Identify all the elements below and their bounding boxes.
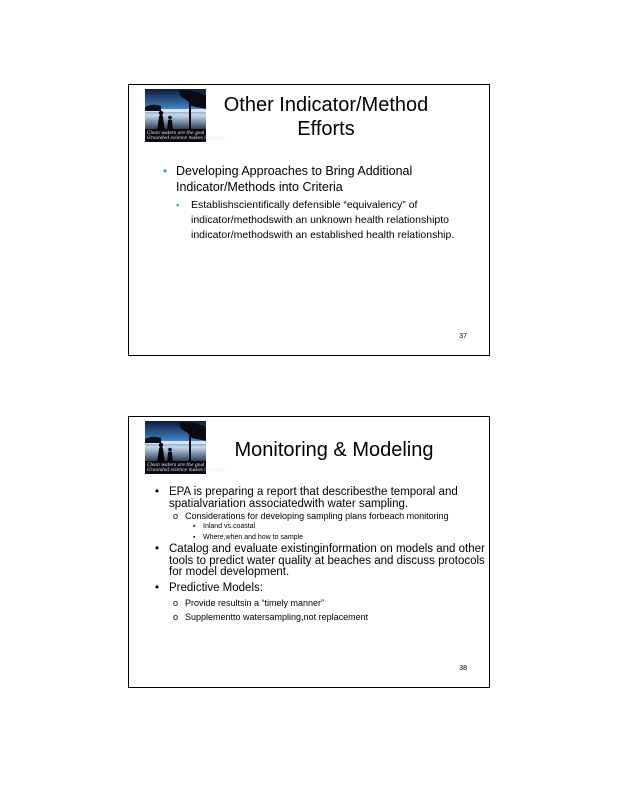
sub-sub-bullet-item bbox=[155, 521, 485, 532]
sub-bullet-item bbox=[163, 198, 483, 243]
bullet-icon: • bbox=[155, 486, 160, 498]
slide-38 bbox=[128, 416, 490, 688]
page-number: 38 bbox=[459, 665, 467, 672]
sub-bullet-icon: o bbox=[173, 511, 179, 521]
bullet-text: Developing Approaches to Bring Additional Indicator/Methods into Criteria bbox=[176, 164, 413, 194]
slide-title: Monitoring & Modeling bbox=[234, 439, 434, 461]
bullet-icon: • bbox=[163, 164, 168, 178]
bullet-icon: • bbox=[155, 581, 160, 594]
page-number: 37 bbox=[459, 333, 467, 340]
bullet-text: Catalog and evaluate existinginformation on models and other tools to predict water quality at beaches and discuss protocols for model development. bbox=[169, 543, 485, 578]
bullet-item bbox=[155, 487, 485, 510]
sub-bullet-text: Establishscientifically defensible “equivalency” of indicator/methodswith an unknown health relationshipto indicator/methodswith an established health relationship. bbox=[191, 199, 455, 241]
sub-bullet-item bbox=[155, 511, 485, 521]
slide-body bbox=[155, 487, 485, 622]
small-bullet-icon: ▪ bbox=[193, 523, 196, 530]
logo-caption-line1: Clean waters are the goal bbox=[147, 463, 205, 468]
sub-sub-bullet-text: Inland vs.coastal bbox=[203, 523, 256, 530]
logo-caption bbox=[147, 463, 226, 473]
sub-sub-bullet-item bbox=[155, 532, 485, 543]
logo-caption-line1: Clean waters are the goal bbox=[147, 131, 205, 136]
bullet-item bbox=[163, 163, 483, 195]
bullet-item bbox=[155, 544, 485, 579]
sub-bullet-text: Provide resultsin a “timely manner” bbox=[185, 598, 325, 608]
slide-title-line1: Other Indicator/Method bbox=[223, 94, 429, 116]
sub-bullet-text: Considerations for developing sampling plans forbeach monitoring bbox=[185, 511, 449, 521]
sub-bullet-icon: o bbox=[173, 598, 179, 608]
sub-bullet-item bbox=[155, 598, 485, 608]
logo-caption-line2: Grounded science makes it happen bbox=[147, 468, 226, 473]
logo-caption bbox=[147, 131, 226, 141]
logo-image bbox=[145, 89, 226, 142]
sub-bullet-icon: ▪ bbox=[176, 200, 180, 210]
bullet-item bbox=[155, 583, 485, 595]
small-bullet-icon: ▪ bbox=[193, 534, 196, 541]
logo-image bbox=[145, 421, 226, 474]
bullet-text: Predictive Models: bbox=[169, 581, 263, 594]
sub-bullet-text: Supplementto watersampling,not replacement bbox=[185, 612, 369, 622]
logo-caption-line2: Grounded science makes it happen bbox=[147, 136, 226, 141]
slide-37 bbox=[128, 84, 490, 356]
sub-sub-bullet-text: Where,when and how to sample bbox=[203, 534, 303, 541]
sub-bullet-item bbox=[155, 612, 485, 622]
slide-title bbox=[211, 93, 441, 141]
bullet-icon: • bbox=[155, 543, 160, 555]
bullet-text: EPA is preparing a report that describesthe temporal and spatialvariation associatedwith water sampling. bbox=[169, 486, 458, 510]
sub-bullet-icon: o bbox=[173, 612, 179, 622]
slide-title-line2: Efforts bbox=[297, 118, 355, 140]
slide-body bbox=[163, 163, 483, 243]
